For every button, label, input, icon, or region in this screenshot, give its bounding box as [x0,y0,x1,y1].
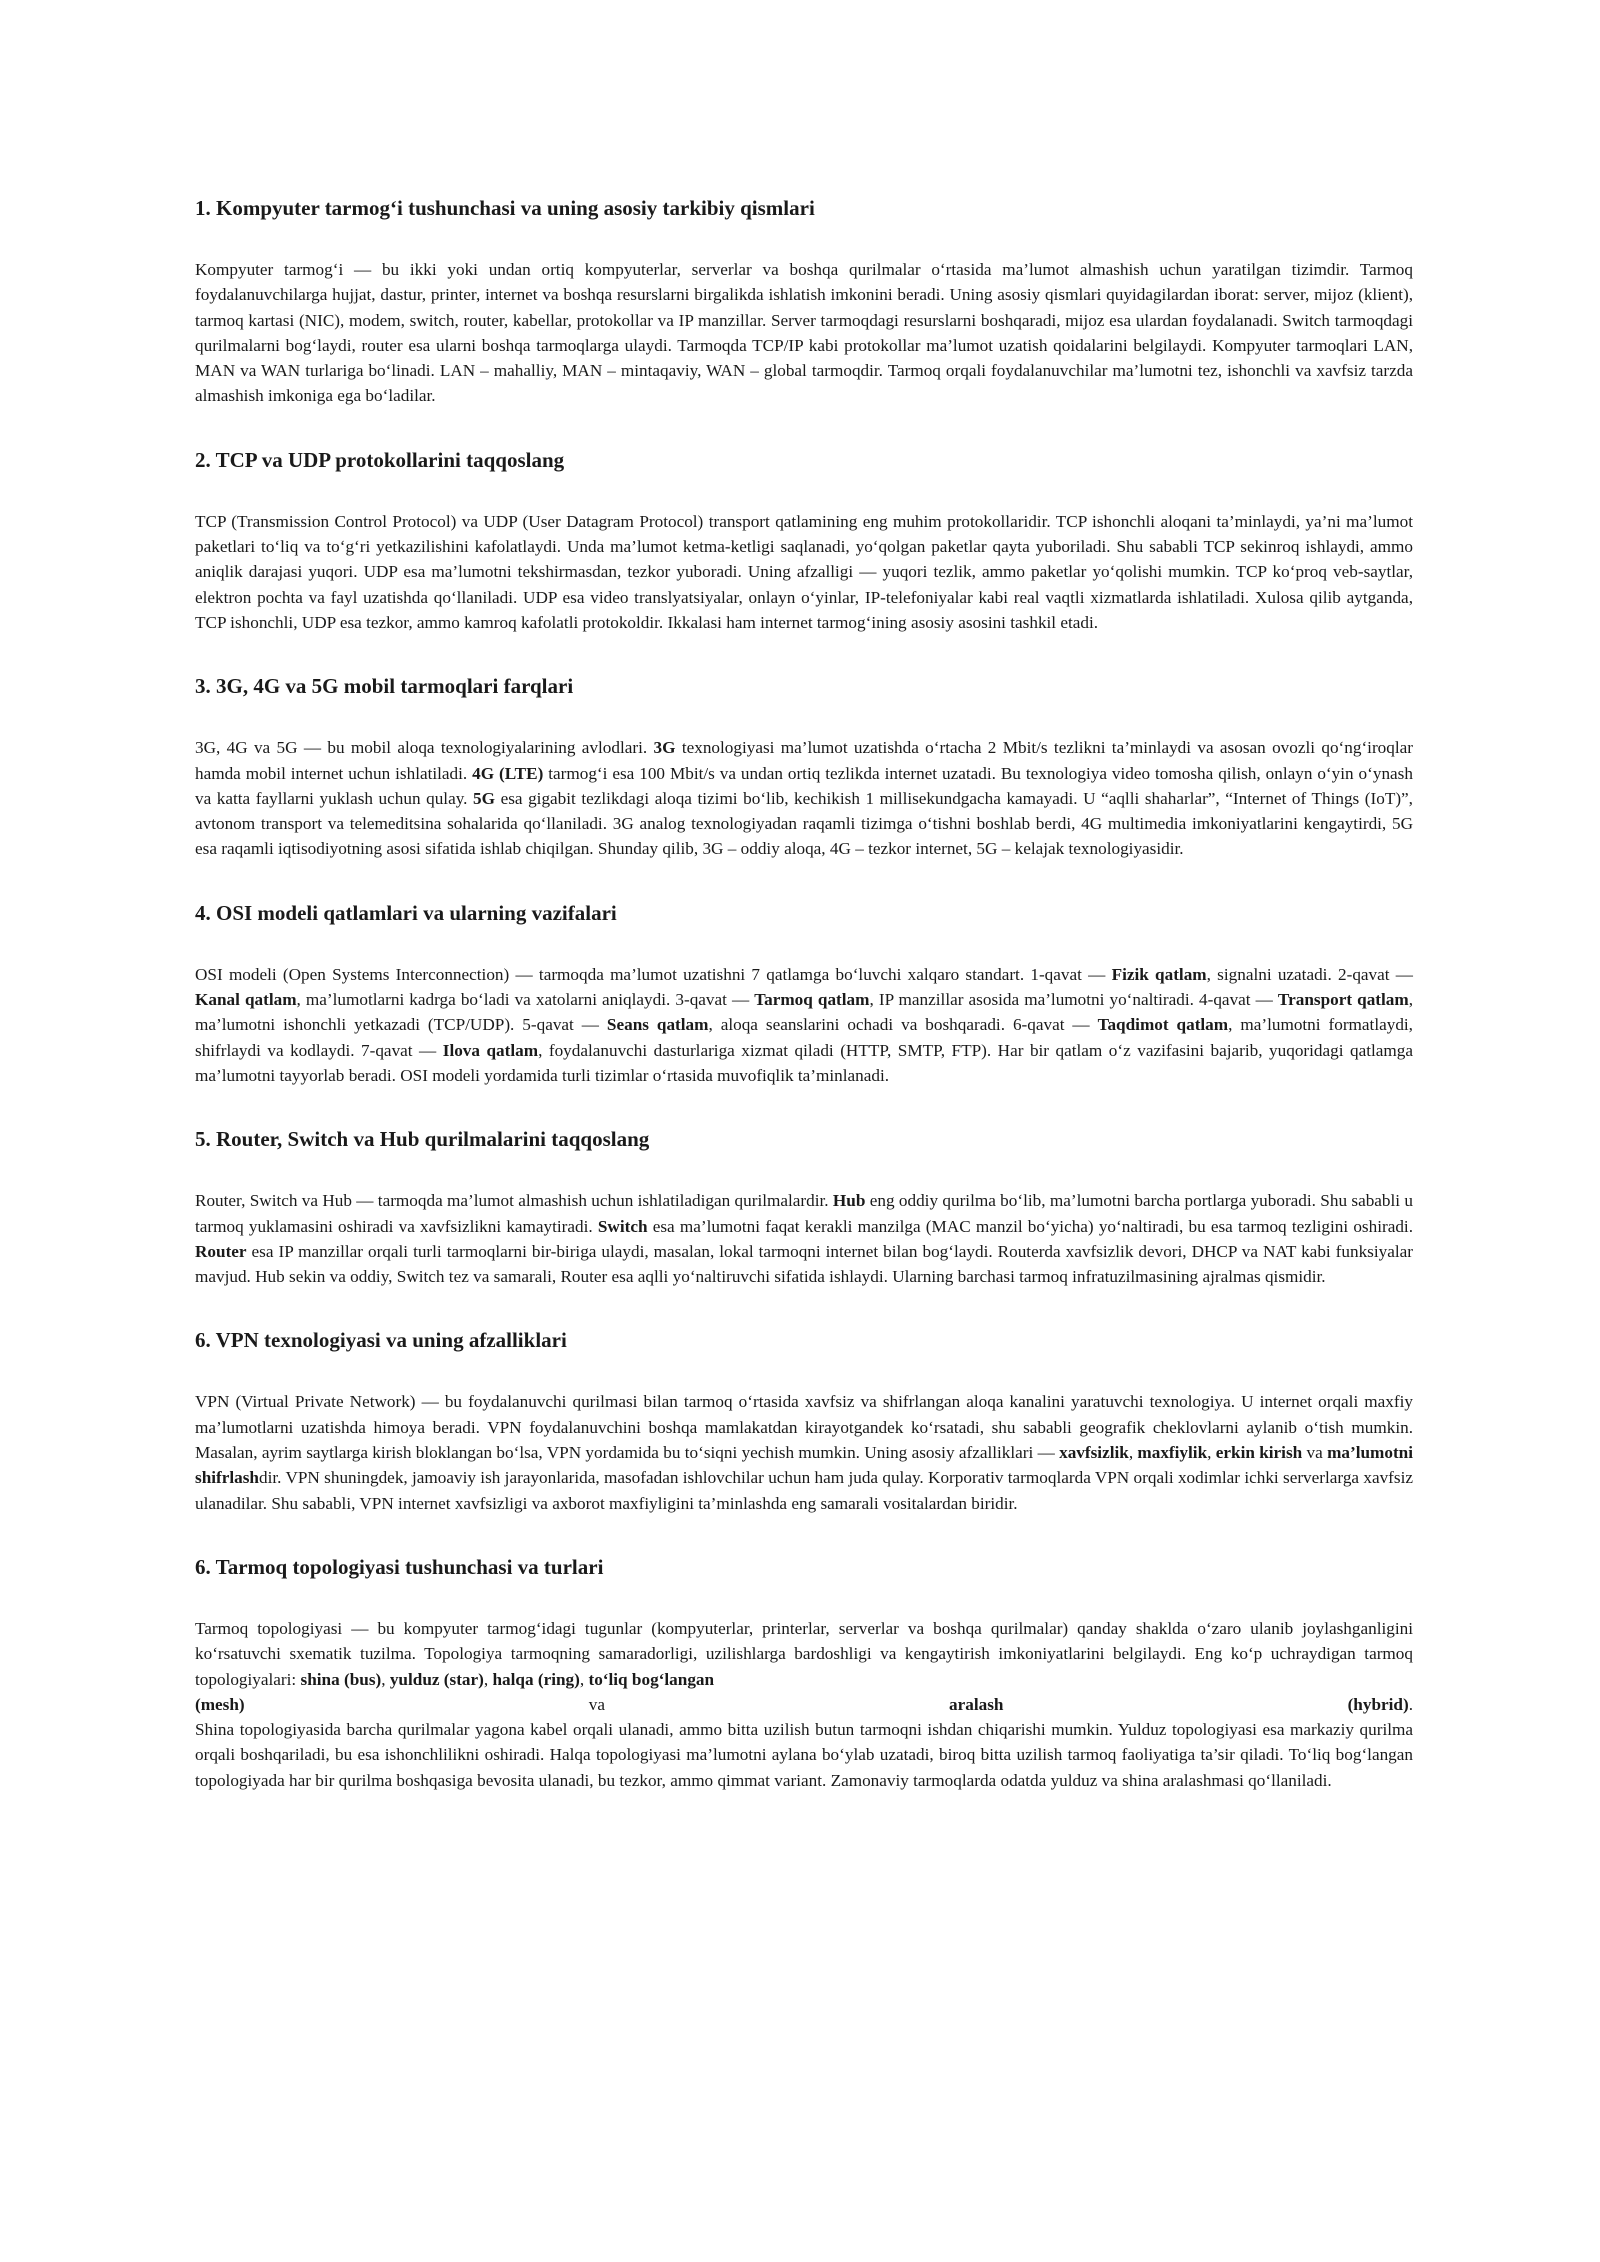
section-network-concept [195,193,1413,409]
section-title: 2. TCP va UDP protokollarini taqqoslang [195,447,565,472]
section-topology [195,1552,1413,1793]
section-title: 1. Kompyuter tarmog‘i tushunchasi va uning asosiy tarkibiy qismlari [195,196,815,220]
section-title: 5. Router, Switch va Hub qurilmalarini taqqoslang [195,1127,650,1152]
section-tcp-udp [195,445,1413,635]
va-label: va [588,1694,605,1714]
section-mobile-generations [195,671,1413,861]
section-body: TCP (Transmission Control Protocol) va UDP (User Datagram Protocol) transport qatlamining eng muhim protokollaridir. TCP ishonchli aloqani ta’minlaydi, ya’ni ma’lumot paketlari to‘liq va to‘g‘ri yetkazilishini kafolatlaydi. Unda ma’lumot ketma-ketligi saqlanadi, yo‘qolgan paketlar qayta yuboriladi. Shu sababli TCP sekinroq ishlaydi, ammo aniqlik darajasi yuqori. UDP esa ma’lumotni tekshirmasdan, tezkor yuboradi. Uning afzalligi — yuqori tezlik, ammo paketlar yo‘qolishi mumkin. TCP ko‘proq veb-saytlar, elektron pochta va fayl uzatishda qo‘llaniladi. UDP esa video translyatsiyalar, onlayn o‘yinlar, IP-telefoniyalar kabi real vaqtli xizmatlarda ishlatiladi. Xulosa qilib aytganda, TCP ishonchli, UDP esa tezkor, ammo kamroq kafolatli protokoldir. Ikkalasi ham internet tarmog‘ining asosiy asosini tashkil etadi. [195,511,1413,632]
section-title: 6. Tarmoq topologiyasi tushunchasi va turlari [195,1554,604,1579]
section-title: 3. 3G, 4G va 5G mobil tarmoqlari farqlari [195,674,574,699]
mesh-label: (mesh) [195,1694,245,1714]
section-body: 3G, 4G va 5G — bu mobil aloqa texnologiyalarining avlodlari. 3G texnologiyasi ma’lumot uzatishda o‘rtacha 2 Mbit/s tezlikni ta’minlaydi va asosan ovozli qo‘ng‘iroqlar hamda mobil internet uchun ishlatiladi. 4G (LTE) tarmog‘i esa 100 Mbit/s va undan ortiq tezlikda internet uzatadi. Bu texnologiya video tomosha qilish, onlayn o‘yin o‘ynash va katta fayllarni yuklash uchun qulay. 5G esa gigabit tezlikdagi aloqa tizimi bo‘lib, kechikish 1 millisekundgacha kamayadi. U “aqlli shaharlar”, “Internet of Things (IoT)”, avtonom transport va telemeditsina sohalarida qo‘llaniladi. 3G analog texnologiyadan raqamli tizimga o‘tishni boshlab berdi, 4G multimedia imkoniyatlarini kengaytirdi, 5G esa raqamli iqtisodiyotning asosi sifatida ishlab chiqilgan. Shunday qilib, 3G – oddiy aloqa, 4G – tezkor internet, 5G – kelajak texnologiyasidir. [195,738,1413,859]
section-title: 6. VPN texnologiyasi va uning afzalliklari [195,1328,567,1353]
section-router-switch-hub [195,1124,1413,1289]
aralash-label: aralash [949,1694,1004,1714]
section-osi-model [195,898,1413,1088]
section-body: Kompyuter tarmog‘i — bu ikki yoki undan ortiq kompyuterlar, serverlar va boshqa qurilmalar o‘rtasida ma’lumot almashish uchun yaratilgan tizimdir. Tarmoq foydalanuvchilarga hujjat, dastur, printer, internet va boshqa resurslarni birgalikda ishlatish imkonini beradi. Uning asosiy qismlari quyidagilardan iborat: server, mijoz (klient), tarmoq kartasi (NIC), modem, switch, router, kabellar, protokollar va IP manzillar. Server tarmoqdagi resurslarni boshqaradi, mijoz esa ulardan foydalanadi. Switch tarmoqdagi qurilmalarni bog‘laydi, router esa ularni boshqa tarmoqlarga ulaydi. Tarmoqda TCP/IP kabi protokollar ma’lumot uzatish qoidalarini belgilaydi. Kompyuter tarmoqlari LAN, MAN va WAN turlariga bo‘linadi. LAN – mahalliy, MAN – mintaqaviy, WAN – global tarmoqdir. Tarmoq orqali foydalanuvchilar ma’lumotni tez, ishonchli va xavfsiz tarzda almashish imkoniga ega bo‘ladilar. [195,260,1413,406]
hybrid-label: (hybrid) [1347,1694,1409,1714]
section-body: Router, Switch va Hub — tarmoqda ma’lumot almashish uchun ishlatiladigan qurilmalardir. Hub eng oddiy qurilma bo‘lib, ma’lumotni barcha portlarga yuboradi. Shu sababli u tarmoq yuklamasini oshiradi va xavfsizlikni kamaytiradi. Switch esa ma’lumotni faqat kerakli manzilga (MAC manzil bo‘yicha) yo‘naltiradi, bu esa tarmoq tezligini oshiradi. Router esa IP manzillar orqali turli tarmoqlarni bir-biriga ulaydi, masalan, lokal tarmoqni internet bilan bog‘laydi. Routerda xavfsizlik devori, DHCP va NAT kabi funksiyalar mavjud. Hub sekin va oddiy, Switch tez va samarali, Router esa aqlli yo‘naltiruvchi sifatida ishlaydi. Ularning barchasi tarmoq infratuzilmasining ajralmas qismidir. [195,1191,1414,1287]
section-body-details: Shina topologiyasida barcha qurilmalar yagona kabel orqali ulanadi, ammo bitta uzilish butun tarmoqni ishdan chiqarishi mumkin. Yulduz topologiyasi esa markaziy qurilma orqali boshqariladi, bu esa ishonchlilikni oshiradi. Halqa topologiyasi ma’lumotni aylana bo‘ylab uzatadi, biroq bitta uzilish tarmoq faoliyatiga ta’sir qiladi. To‘liq bog‘langan topologiyada har bir qurilma boshqasiga bevosita ulanadi, bu tezkor, ammo qimmat variant. Zamonaviy tarmoqlarda odatda yulduz va shina aralashmasi qo‘llaniladi. [195,1720,1413,1790]
section-vpn [195,1325,1413,1515]
section-title: 4. OSI modeli qatlamlari va ularning vazifalari [195,900,617,925]
section-body: VPN (Virtual Private Network) — bu foydalanuvchi qurilmasi bilan tarmoq o‘rtasida xavfsiz va shifrlangan aloqa kanalini yaratuvchi texnologiya. U internet orqali maxfiy ma’lumotlarni uzatishda himoya beradi. VPN foydalanuvchini boshqa mamlakatdan kirayotgandek ko‘rsatadi, shu sababli geografik cheklovlarni aylanib o‘tish mumkin. Masalan, ayrim saytlarga kirish bloklangan bo‘lsa, VPN yordamida bu to‘siqni yechish mumkin. Uning asosiy afzalliklari — xavfsizlik, maxfiylik, erkin kirish va ma’lumotni shifrlashdir. VPN shuningdek, jamoaviy ish jarayonlarida, masofadan ishlovchilar uchun ham juda qulay. Korporativ tarmoqlarda VPN orqali xodimlar ichki serverlarga xavfsiz ulanadilar. Shu sababli, VPN internet xavfsizligi va axborot maxfiyligini ta’minlashda eng samarali vositalardan biridir. [195,1392,1413,1513]
section-body: OSI modeli (Open Systems Interconnection) — tarmoqda ma’lumot uzatishni 7 qatlamga bo‘luvchi xalqaro standart. 1-qavat — Fizik qatlam, signalni uzatadi. 2-qavat — Kanal qatlam, ma’lumotlarni kadrga bo‘ladi va xatolarni aniqlaydi. 3-qavat — Tarmoq qatlam, IP manzillar asosida ma’lumotni yo‘naltiradi. 4-qavat — Transport qatlam, ma’lumotni ishonchli yetkazadi (TCP/UDP). 5-qavat — Seans qatlam, aloqa seanslarini ochadi va boshqaradi. 6-qavat — Taqdimot qatlam, ma’lumotni formatlaydi, shifrlaydi va kodlaydi. 7-qavat — Ilova qatlam, foydalanuvchi dasturlariga xizmat qiladi (HTTP, SMTP, FTP). Har bir qatlam o‘z vazifasini bajarib, yuqoridagi qatlamga ma’lumotni tayyorlab beradi. OSI modeli yordamida turli tizimlar o‘rtasida muvofiqlik ta’minlanadi. [195,964,1414,1085]
topology-types-line [195,1692,1413,1717]
period: . [1408,1694,1413,1714]
section-body-intro: Tarmoq topologiyasi — bu kompyuter tarmog‘idagi tugunlar (kompyuterlar, printerlar, serverlar va boshqa qurilmalar) qanday shaklda o‘zaro ulanib joylashganligini ko‘rsatuvchi sxematik tuzilma. Topologiya tarmoqning samaradorligi, uzilishlarga bardoshligi va kengaytirish imkoniyatlarini belgilaydi. Eng ko‘p uchraydigan tarmoq topologiyalari: shina (bus), yulduz (star), halqa (ring), to‘liq bog‘langan [195,1618,1413,1689]
